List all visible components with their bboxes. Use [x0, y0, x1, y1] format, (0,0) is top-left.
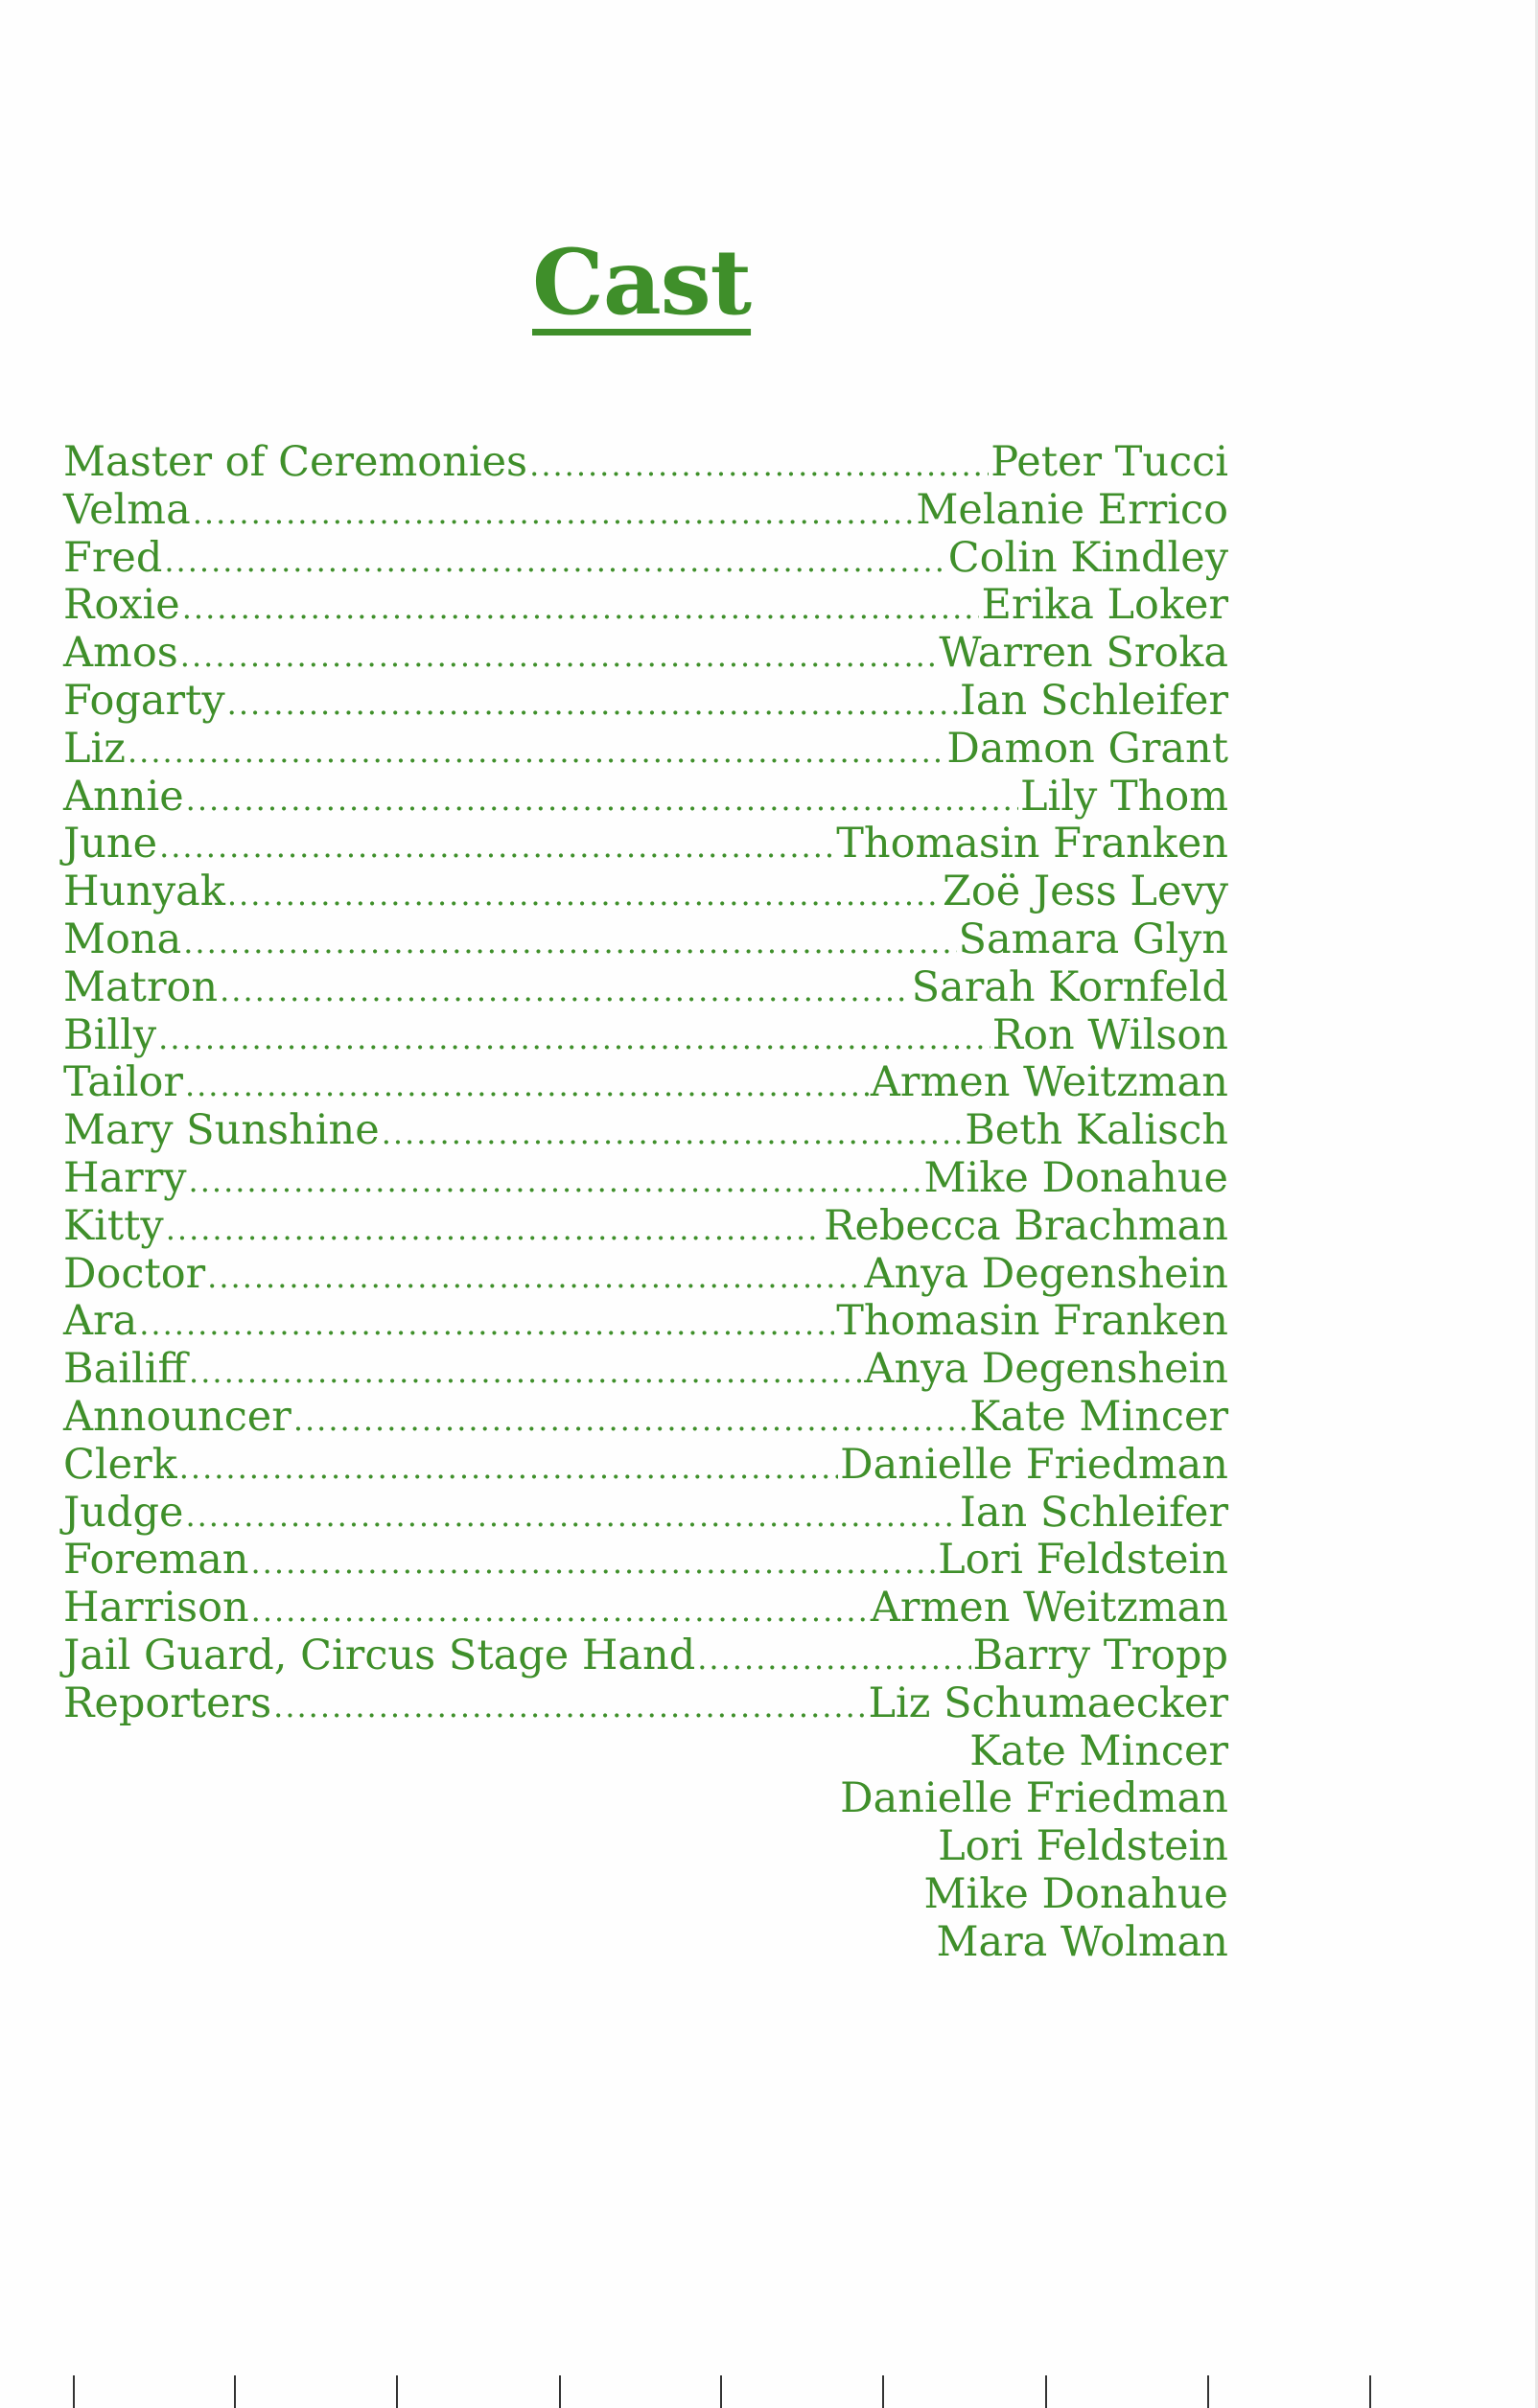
cast-row: [63, 1680, 1228, 1728]
actor-name: Samara Glyn: [958, 915, 1228, 963]
role-name: Liz: [63, 724, 126, 773]
reporter-name: Mike Donahue: [923, 1869, 1228, 1918]
cast-row: [63, 535, 1228, 583]
cast-row: [63, 439, 1228, 487]
role-name: Announcer: [63, 1392, 291, 1441]
cast-list: [63, 439, 1228, 1967]
role-name: Fred: [63, 533, 163, 582]
actor-name: Melanie Errico: [916, 485, 1228, 534]
actor-name: Erika Loker: [981, 581, 1228, 630]
dot-leader: [128, 726, 944, 776]
dot-leader: [273, 1680, 866, 1731]
role-name: Tailor: [63, 1058, 183, 1107]
page-edge-ticks: [0, 2375, 1538, 2408]
dot-leader: [179, 1442, 838, 1493]
dot-leader: [180, 630, 938, 681]
actor-name: Rebecca Brachman: [824, 1201, 1228, 1250]
cast-row: [63, 1394, 1228, 1442]
tick-mark: [882, 2375, 884, 2408]
tick-mark: [234, 2375, 236, 2408]
actor-name: Lori Feldstein: [938, 1536, 1228, 1585]
cast-row: [63, 1107, 1228, 1155]
role-name: Bailiff: [63, 1345, 188, 1394]
actor-name: Damon Grant: [946, 724, 1228, 773]
tick-mark: [720, 2375, 722, 2408]
cast-row: [63, 1585, 1228, 1632]
role-name: Hunyak: [63, 868, 225, 916]
role-name: June: [63, 820, 158, 868]
cast-row: [63, 1442, 1228, 1490]
dot-leader: [189, 1155, 922, 1206]
cast-row: [63, 1490, 1228, 1538]
cast-row: [63, 964, 1228, 1012]
role-name: Fogarty: [63, 676, 225, 725]
role-name: Kitty: [63, 1201, 164, 1250]
actor-name: Warren Sroka: [939, 629, 1228, 678]
role-name: Mary Sunshine: [63, 1106, 380, 1155]
dot-leader: [189, 1346, 862, 1397]
reporter-name: Mara Wolman: [936, 1917, 1228, 1966]
actor-name: Armen Weitzman: [870, 1584, 1228, 1632]
reporter-name: Lori Feldstein: [938, 1822, 1228, 1871]
dot-leader: [227, 868, 941, 919]
tick-mark: [1045, 2375, 1047, 2408]
dot-leader: [207, 1251, 862, 1302]
role-name: Amos: [63, 629, 178, 678]
dot-leader: [251, 1585, 869, 1635]
actor-name: Colin Kindley: [947, 533, 1228, 582]
cast-row: [63, 487, 1228, 535]
dot-leader: [166, 1203, 822, 1254]
role-name: Ara: [63, 1297, 138, 1346]
actor-name: Sarah Kornfeld: [911, 962, 1228, 1011]
role-name: Harrison: [63, 1584, 249, 1632]
cast-row: [63, 1251, 1228, 1299]
dot-leader: [186, 774, 1018, 824]
cast-row: [63, 630, 1228, 678]
actor-name: Armen Weitzman: [870, 1058, 1228, 1107]
page-title: Cast: [532, 230, 752, 336]
role-name: Doctor: [63, 1249, 206, 1298]
actor-name: Liz Schumaecker: [868, 1679, 1228, 1727]
cast-row: [63, 916, 1228, 964]
actor-name: Lily Thom: [1019, 772, 1228, 821]
actor-name: Beth Kalisch: [965, 1106, 1228, 1155]
actor-name: Mike Donahue: [923, 1153, 1228, 1202]
actor-name: Ron Wilson: [991, 1010, 1228, 1059]
role-name: Mona: [63, 915, 182, 963]
role-name: Velma: [63, 485, 191, 534]
actor-name: Zoë Jess Levy: [943, 868, 1228, 916]
reporter-name: Danielle Friedman: [840, 1774, 1228, 1823]
cast-row: [63, 821, 1228, 868]
actor-name: Barry Tropp: [972, 1631, 1228, 1679]
actor-name: Peter Tucci: [990, 438, 1228, 486]
tick-mark: [559, 2375, 561, 2408]
dot-leader: [382, 1107, 964, 1158]
role-name: Matron: [63, 962, 219, 1011]
role-name: Jail Guard, Circus Stage Hand: [63, 1631, 696, 1679]
cast-row: [63, 1012, 1228, 1060]
actor-name: Anya Degenshein: [864, 1345, 1228, 1394]
role-name: Clerk: [63, 1440, 177, 1489]
actor-name: Danielle Friedman: [840, 1440, 1228, 1489]
cast-row: [63, 1537, 1228, 1585]
tick-mark: [1369, 2375, 1371, 2408]
cast-row: [63, 582, 1228, 630]
dot-leader: [182, 582, 980, 633]
role-name: Foreman: [63, 1536, 249, 1585]
cast-row: [63, 1346, 1228, 1394]
dot-leader: [227, 678, 958, 729]
dot-leader: [185, 1490, 957, 1540]
role-name: Master of Ceremonies: [63, 438, 528, 486]
actor-name: Anya Degenshein: [864, 1249, 1228, 1298]
cast-row: [63, 1059, 1228, 1107]
cast-row: [63, 1298, 1228, 1346]
dot-leader: [193, 487, 915, 538]
reporter-name: Kate Mincer: [969, 1726, 1228, 1775]
tick-mark: [1207, 2375, 1209, 2408]
actor-name: Ian Schleifer: [959, 676, 1228, 725]
actor-name: Thomasin Franken: [836, 1297, 1228, 1346]
cast-row: [63, 1632, 1228, 1680]
cast-row: [63, 678, 1228, 726]
cast-row: [63, 868, 1228, 916]
role-name: Annie: [63, 772, 184, 821]
tick-mark: [396, 2375, 398, 2408]
dot-leader: [185, 1059, 869, 1110]
dot-leader: [158, 1012, 990, 1063]
dot-leader: [293, 1394, 967, 1445]
dot-leader: [250, 1537, 936, 1587]
role-name: Billy: [63, 1010, 157, 1059]
actor-name: Ian Schleifer: [959, 1488, 1228, 1537]
cast-row: [63, 1203, 1228, 1251]
dot-leader: [183, 916, 956, 967]
cast-row: [63, 774, 1228, 822]
cast-row: [63, 726, 1228, 774]
dot-leader: [164, 535, 945, 586]
dot-leader: [220, 964, 910, 1015]
tick-mark: [73, 2375, 75, 2408]
dot-leader: [697, 1632, 970, 1683]
dot-leader: [529, 439, 989, 490]
dot-leader: [159, 821, 834, 871]
role-name: Reporters: [63, 1679, 272, 1727]
cast-row: [63, 1155, 1228, 1203]
role-name: Roxie: [63, 581, 180, 630]
role-name: Harry: [63, 1153, 187, 1202]
actor-name: Kate Mincer: [969, 1392, 1228, 1441]
dot-leader: [139, 1298, 834, 1349]
role-name: Judge: [63, 1488, 184, 1537]
actor-name: Thomasin Franken: [836, 820, 1228, 868]
